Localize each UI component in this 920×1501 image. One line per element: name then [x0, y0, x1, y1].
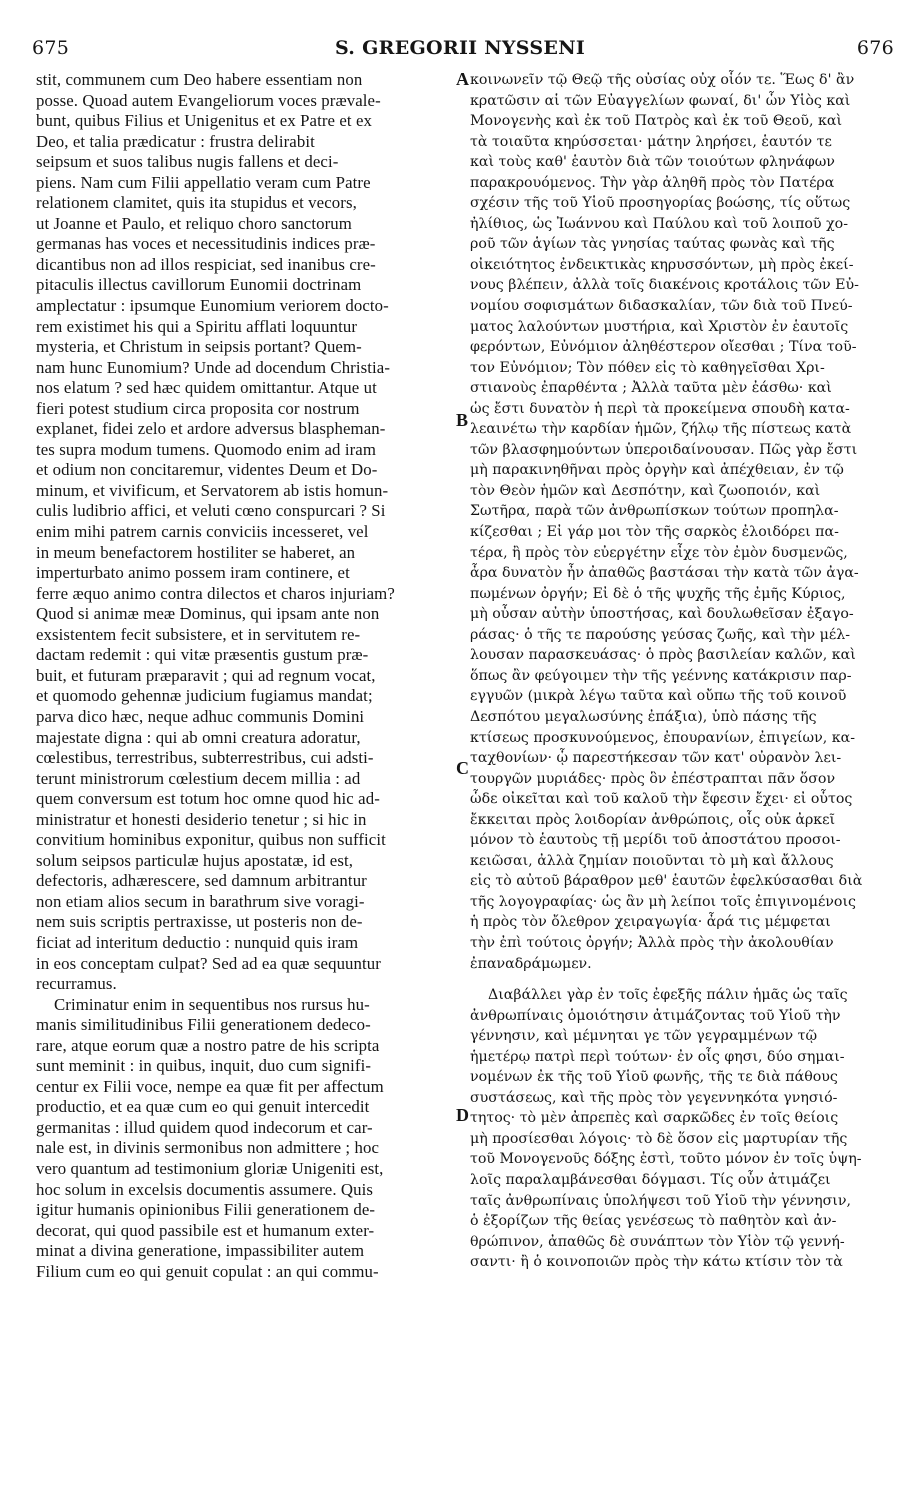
text-line: μὴ οὖσαν αὐτὴν ὑποστήσας, καὶ δουλωθεῖσαν ἐξαγο-: [470, 606, 854, 623]
text-line: non etiam alios secum in barathrum sive voragi-: [36, 891, 365, 911]
text-line: σαντι· ἢ ὁ κοινοποιῶν πρὸς τὴν κάτω κτίσιν τὸν τὰ: [470, 1254, 843, 1271]
text-line: κτίσεως προσκυνούμενος, ἐπουρανίων, ἐπιγείων, κα-: [470, 729, 855, 746]
text-line: et quomodo gehennæ judicium fugiamus mandat;: [36, 686, 373, 706]
text-line: Filium cum eo qui genuit copulat : an qui commu-: [36, 1261, 379, 1281]
text-line: enim mihi patrem carnis conviciis incesseret, vel: [36, 522, 369, 542]
text-line: ferre æquo animo contra dilectos et charos injuriam?: [36, 583, 395, 603]
text-line: ράσας· ὁ τῆς τε παρούσης γεύσας ζωῆς, καὶ τὴν μέλ-: [470, 626, 851, 643]
text-line: germanitas : illud quidem quod indecorum et car-: [36, 1117, 373, 1137]
text-line: ut Joanne et Paulo, et reliquo choro sanctorum: [36, 213, 352, 233]
text-line: νους βλέπειν, ἀλλὰ τοῖς διακένοις κροτάλοις τῶν Εὐ-: [470, 277, 859, 294]
text-line: ματος λαλούντων μυστήρια, καὶ Χριστὸν ἐν ἑαυτοῖς: [470, 318, 849, 335]
text-line: μόνον τὸ ἑαυτοὺς τῇ μερίδι τοῦ ἀποστάτου προσοι-: [470, 832, 841, 849]
right-page-number: 676: [856, 37, 894, 59]
text-line: Μονογενὴς καὶ ἐκ τοῦ Πατρὸς καὶ ἐκ τοῦ Θεοῦ, καὶ: [470, 113, 843, 130]
text-line: rem existimet his qui a Spiritu afflati loquuntur: [36, 316, 358, 336]
text-line: nam hunc Eunomium? Unde ad docendum Christia-: [36, 357, 391, 377]
text-line: ὧδε οἰκεῖται καὶ τοῦ καλοῦ τὴν ἔφεσιν ἔχει· εἰ οὗτος: [470, 791, 853, 808]
text-line: relationem clamitet, quis ita stupidus et vecors,: [36, 193, 357, 213]
text-line: στιανοὺς ἐπαρθέντα ; Ἀλλὰ ταῦτα μὲν ἐάσθω· καὶ: [470, 380, 832, 397]
text-line: seipsum et suos talibus nugis fallens et deci-: [36, 152, 339, 172]
text-line: κειῶσαι, ἀλλὰ ζημίαν ποιοῦνται τὸ μὴ καὶ ἄλλους: [470, 852, 834, 869]
text-line: τὸν Θεὸν ἡμῶν καὶ Δεσπότην, καὶ ζωοποιόν, καὶ: [470, 482, 821, 499]
left-page-number: 675: [32, 37, 70, 59]
text-line: hoc solum in excelsis documentis assumere. Quis: [36, 1179, 374, 1199]
text-line: μὴ προσίεσθαι λόγοις· τὸ δὲ ὅσον εἰς μαρτυρίαν τῆς: [470, 1130, 848, 1147]
text-line: ταχθονίων· ᾧ παρεστήκεσαν τῶν κατ' οὐρανὸν λει-: [470, 750, 842, 767]
text-line: εἰς τὸ αὐτοῦ βάραθρον μεθ' ἑαυτῶν ἐφελκύσασθαι διὰ: [470, 873, 863, 890]
text-line: κίζεσθαι ; Εἰ γάρ μοι τὸν τῆς σαρκὸς ἐλοιδόρει πα-: [470, 524, 839, 541]
text-line: productio, et ea quæ cum eo qui genuit intercedit: [36, 1097, 370, 1117]
text-line: κρατῶσιν αἱ τῶν Εὐαγγελίων φωναί, δι' ὧν Υἱὸς καὶ: [470, 92, 851, 109]
text-line: παρακρουόμενος. Τὴν γὰρ ἀληθῆ πρὸς τὸν Πατέρα: [470, 174, 835, 191]
text-line: νομίου σοφισμάτων διδασκαλίαν, τῶν διὰ τοῦ Πνεύ-: [470, 298, 853, 315]
text-line: καὶ τοὺς καθ' ἑαυτὸν διὰ τῶν τοιούτων φληνάφων: [470, 154, 835, 171]
text-line: centur ex Filii voce, nempe ea quæ fit per affectum: [36, 1076, 384, 1096]
margin-letter-d: D: [456, 1105, 469, 1125]
text-line: posse. Quoad autem Evangeliorum voces prævale-: [36, 90, 381, 110]
text-line: igitur humanis opinionibus Filii generationem de-: [36, 1200, 376, 1220]
text-line: decorat, qui quod passibile est et humanum exter-: [36, 1220, 375, 1240]
text-line: Deo, et talia prædicatur : frustra delirabit: [36, 131, 315, 151]
text-line: Δεσπότου μεγαλωσύνης ἐπάξια), ὑπὸ πάσης τῆς: [470, 708, 817, 725]
text-line: πωμένων ὀργήν; Εἰ δὲ ὁ τῆς ψυχῆς τῆς ἐμῆς Κύριος,: [470, 585, 846, 602]
text-line: amplectatur : ipsumque Eunomium veriorem docto-: [36, 296, 389, 316]
text-line: buit, et futuram præparavit ; qui ad regnum vocat,: [36, 665, 376, 685]
text-line: λοῖς παραλαμβάνεσθαι δόγμασι. Τίς οὖν ἀτιμάζει: [470, 1171, 831, 1188]
text-line: sunt meminit : in quibus, inquit, duo cum signifi-: [36, 1056, 372, 1076]
text-line: φερόντων, Εὐνόμιον ἀληθέστερον οἴεσθαι ; Τίνα τοῦ-: [470, 339, 857, 356]
text-line: τοῦ Μονογενοῦς δόξης ἐστὶ, τοῦτο μόνον ἐν τοῖς ὑψη-: [470, 1151, 862, 1168]
text-line: explanet, fidei zelo et ardore adversus blaspheman-: [36, 419, 386, 439]
margin-letter-c: C: [456, 758, 469, 778]
text-line: ἠλίθιος, ὡς Ἰωάννου καὶ Παύλου καὶ τοῦ λοιποῦ χο-: [470, 215, 848, 232]
text-line: culis ludibrio affici, et veluti cœno conspurcari ? Si: [36, 501, 386, 521]
text-line: τῆς λογογραφίας· ὡς ἂν μὴ λείποι τοῖς ἐπιγινομένοις: [470, 893, 856, 910]
text-line: in eos conceptam culpat? Sed ad ea quæ sequuntur: [36, 953, 381, 973]
text-line: κοινωνεῖν τῷ Θεῷ τῆς οὐσίας οὐχ οἷόν τε. Ἕως δ' ἂν: [470, 72, 855, 88]
margin-letter-b: B: [456, 410, 469, 430]
text-line: ἀνθρωπίναις ὁμοιότησιν ἀτιμάζοντας τοῦ Υἱοῦ τὴν: [470, 1007, 841, 1024]
text-line: dactam redemit : qui vitæ præsentis gustum præ-: [36, 645, 369, 665]
text-line: συστάσεως, καὶ τῆς πρὸς τὸν γεγεννηκότα γνησιό-: [470, 1089, 838, 1106]
text-line: τὴν ἐπὶ τούτοις ὀργήν; Ἀλλὰ πρὸς τὴν ἀκολουθίαν: [470, 934, 834, 951]
text-line: τέρα, ἢ πρὸς τὸν εὐεργέτην εἶχε τὸν ἐμὸν δυσμενῶς,: [470, 544, 848, 561]
text-line: cœlestibus, terrestribus, subterrestribus, cui adsti-: [36, 748, 374, 768]
text-line: τον Εὐνόμιον; Τὸν πόθεν εἰς τὸ καθηγεῖσθαι Χρι-: [470, 359, 825, 376]
text-line: νομένων ἐκ τῆς τοῦ Υἱοῦ φωνῆς, τῆς τε διὰ πάθους: [470, 1069, 838, 1086]
text-line: μὴ παρακινηθῆναι πρὸς ὀργὴν καὶ ἀπέχθειαν, ἐν τῷ: [470, 462, 844, 479]
text-line: ὅπως ἂν φεύγοιμεν τὴν τῆς γεέννης κατάκρισιν παρ-: [470, 667, 852, 684]
text-line: rare, atque eorum quæ a nostro patre de his scripta: [36, 1035, 380, 1055]
text-line: θρώπινον, ἀπαθῶς δὲ συνάπτων τὸν Υἱὸν τῷ γεννή-: [470, 1233, 845, 1250]
text-line: λουσαν παρασκευάσας· ὁ πρὸς βασιλείαν καλῶν, καὶ: [470, 647, 856, 664]
text-line: defectoris, adhærescere, sed damnum arbitrantur: [36, 871, 367, 891]
text-line: majestate digna : qui ab omni creatura adoratur,: [36, 727, 361, 747]
text-line: imperturbato animo possem iram continere, et: [36, 563, 350, 583]
text-line: ὁ ἐξορίζων τῆς θείας γενέσεως τὸ παθητὸν καὶ ἀν-: [470, 1213, 837, 1230]
text-line: ἡμετέρῳ πατρὶ περὶ τούτων· ἐν οἷς φησι, δύο σημαι-: [470, 1048, 845, 1065]
text-line: οἰκειότητος ἐνδεικτικὰς κηρυσσόντων, μὴ πρὸς ἐκεί-: [470, 256, 854, 273]
text-line: parva dico hæc, neque adhuc communis Domini: [36, 706, 365, 726]
text-line: σχέσιν τῆς τοῦ Υἱοῦ προσηγορίας βοώσης, τίς οὕτως: [470, 195, 851, 212]
text-line: ταῖς ἀνθρωπίναις ὑπολήψεσι τοῦ Υἱοῦ τὴν γέννησιν,: [470, 1192, 852, 1209]
text-line: manis similitudinibus Filii generationem dedeco-: [36, 1015, 371, 1035]
text-line: Σωτῆρα, παρὰ τῶν ἀνθρωπίσκων τούτων προπηλα-: [470, 503, 839, 520]
text-line: ἔκκειται πρὸς λοιδορίαν ἀνθρώποις, οἷς οὐκ ἀρκεῖ: [470, 811, 836, 828]
text-line: ὡς ἔστι δυνατὸν ἡ περὶ τὰ προκείμενα σπουδὴ κατα-: [470, 400, 850, 417]
running-header: [0, 37, 920, 67]
text-line: exsistentem fecit subsistere, et in servitutem re-: [36, 624, 361, 644]
text-line: bunt, quibus Filius et Unigenitus et ex Patre et ex: [36, 111, 373, 131]
text-line: τουργῶν μυριάδες· πρὸς ὃν ἐπέστραπται πᾶν ὅσον: [470, 770, 836, 787]
text-line: ἡ πρὸς τὸν ὄλεθρον χειραγωγία· ἆρά τις μέμφεται: [470, 914, 831, 931]
text-line: τητος· τὸ μὲν ἀπρεπὲς καὶ σαρκῶδες ἐν τοῖς θείοις: [470, 1110, 839, 1127]
text-line: pitaculis illectus cavillorum Eunomii doctrinam: [36, 275, 362, 295]
text-line: nos elatum ? sed hæc quidem omittantur. Atque ut: [36, 378, 377, 398]
text-line: vero quantum ad testimonium gloriæ Unigeniti est,: [36, 1158, 384, 1178]
text-line: tes supra modum tumens. Quomodo enim ad iram: [36, 439, 376, 459]
running-title: S. GREGORII NYSSENI: [334, 37, 586, 59]
greek-column: [470, 70, 894, 1273]
text-line: λεαινέτω τὴν καρδίαν ἡμῶν, ζήλῳ τῆς πίστεως κατὰ: [470, 421, 852, 438]
text-line: ministratur et honesti desiderio tenetur ; si hic in: [36, 809, 367, 829]
text-line: mysteria, et Christum in seipsis portant? Quem-: [36, 337, 362, 357]
latin-column: [36, 70, 448, 1282]
text-line: minum, et vivificum, et Servatorem ab istis homun-: [36, 480, 389, 500]
text-line: germanas has voces et necessitudinis indices præ-: [36, 234, 376, 254]
text-line: τῶν βλασφημούντων ὑπεροιδαίνουσαν. Πῶς γὰρ ἔστι: [470, 441, 858, 458]
text-line: nem suis scriptis pertraxisse, ut posteris non de-: [36, 912, 363, 932]
text-line: Criminatur enim in sequentibus nos rursus hu-: [54, 994, 370, 1014]
text-line: piens. Nam cum Filii appellatio veram cum Patre: [36, 172, 371, 192]
text-line: et odium non concitaremur, videntes Deum et Do-: [36, 460, 378, 480]
margin-letter-a: A: [456, 69, 469, 89]
text-line: in meum benefactorem hostiliter se haberet, an: [36, 542, 356, 562]
text-line: quem conversum est totum hoc omne quod hic ad-: [36, 789, 380, 809]
text-line: ἐπαναδράμωμεν.: [470, 955, 592, 972]
text-line: convitium hominibus exponitur, quibus non sufficit: [36, 830, 386, 850]
text-line: solum seipsos particulæ hujus apostatæ, id est,: [36, 850, 354, 870]
text-line: ροῦ τῶν ἁγίων τὰς γνησίας ταύτας φωνὰς καὶ τῆς: [470, 236, 835, 253]
text-line: nale est, in divinis sermonibus non admittere ; hoc: [36, 1138, 379, 1158]
text-line: ficiat ad interitum deductio : nunquid quis iram: [36, 932, 359, 952]
text-line: γέννησιν, καὶ μέμνηται γε τῶν γεγραμμένων τῷ: [470, 1028, 818, 1045]
text-line: ἆρα δυνατὸν ἦν ἀπαθῶς βαστάσαι τὴν κατὰ τῶν ἀγα-: [470, 565, 859, 582]
text-line: terunt ministrorum cœlestium decem millia : ad: [36, 768, 361, 788]
text-line: stit, communem cum Deo habere essentiam non: [36, 70, 363, 89]
text-line: dicantibus non ad illos respiciat, sed inanibus cre-: [36, 254, 376, 274]
text-line: Διαβάλλει γὰρ ἐν τοῖς ἐφεξῆς πάλιν ἡμᾶς ὡς ταῖς: [488, 987, 848, 1004]
text-line: τὰ τοιαῦτα κηρύσσεται· μάτην ληρήσει, ἑαυτόν τε: [470, 133, 832, 150]
text-line: εγγυῶν (μικρὰ λέγω ταῦτα καὶ οὔπω τῆς τοῦ κοινοῦ: [470, 688, 847, 705]
text-line: minat a divina generatione, impassibiliter autem: [36, 1241, 365, 1261]
text-line: recurramus.: [36, 974, 117, 994]
text-line: Quod si animæ meæ Dominus, qui ipsam ante non: [36, 604, 380, 624]
text-line: fieri potest studium circa proposita cor nostrum: [36, 398, 360, 418]
